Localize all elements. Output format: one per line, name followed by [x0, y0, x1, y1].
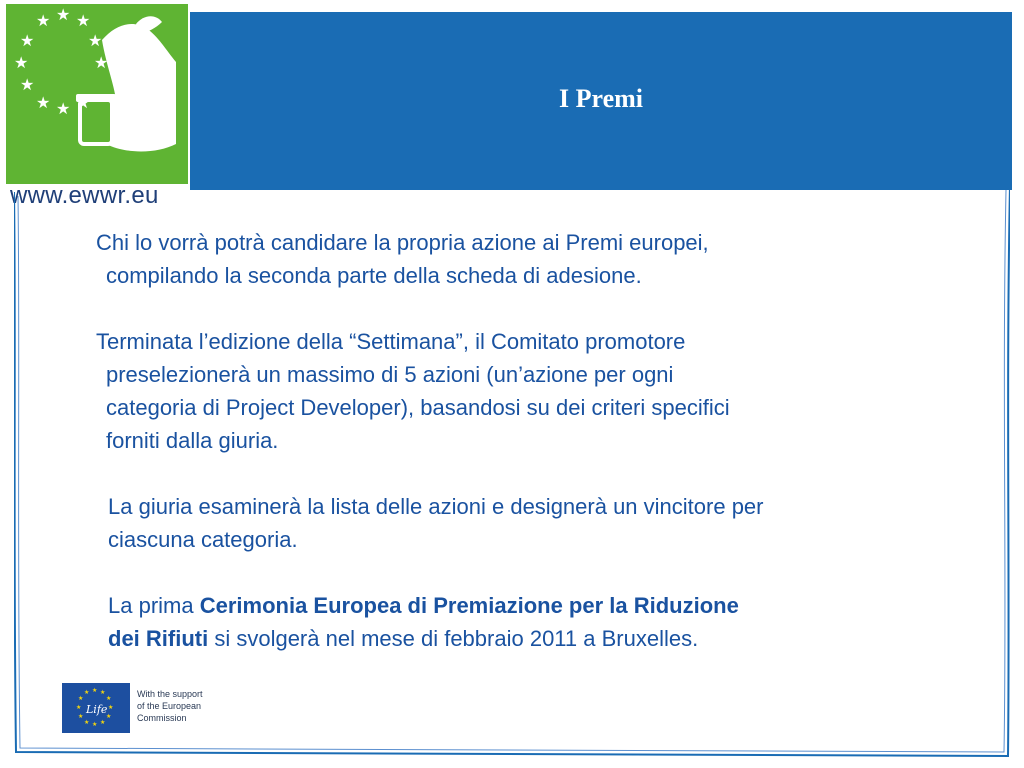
p2-line1: Terminata l’edizione della “Settimana”, il Comitato promotore [96, 329, 686, 354]
svg-text:★: ★ [20, 31, 35, 50]
paragraph-2 [96, 325, 976, 457]
svg-text:★: ★ [92, 687, 98, 694]
svg-text:★: ★ [76, 93, 91, 112]
p1-line2: compilando la seconda parte della scheda di adesione. [106, 263, 642, 288]
svg-text:★: ★ [84, 689, 90, 696]
svg-text:★: ★ [88, 31, 103, 50]
support-line2: of the European [137, 701, 202, 711]
svg-text:★: ★ [106, 713, 112, 720]
paragraph-4 [96, 589, 976, 655]
svg-text:★: ★ [76, 704, 82, 711]
p4-bold-2: dei Rifiuti [108, 626, 209, 651]
svg-text:★: ★ [78, 695, 84, 702]
eu-life-logo [62, 683, 130, 733]
paragraph-3 [96, 490, 976, 556]
svg-text:★: ★ [94, 53, 109, 72]
support-text [137, 688, 227, 724]
svg-text:★: ★ [84, 719, 90, 726]
p4-suffix: si svolgerà nel mese di febbraio 2011 a Bruxelles. [208, 626, 699, 651]
main-content [96, 226, 976, 688]
svg-text:★: ★ [56, 99, 71, 118]
website-url: www.ewwr.eu [10, 182, 159, 209]
svg-text:★: ★ [100, 689, 106, 696]
p3-line1: La giuria esaminerà la lista delle azioni e designerà un vincitore per [108, 494, 764, 519]
svg-text:★: ★ [20, 75, 35, 94]
paragraph-1 [96, 226, 976, 292]
svg-text:★: ★ [108, 704, 114, 711]
p2-line4: forniti dalla giuria. [106, 428, 279, 453]
p4-prefix: La prima [108, 593, 200, 618]
svg-text:★: ★ [56, 5, 71, 24]
svg-text:★: ★ [106, 695, 112, 702]
ewwr-logo [6, 4, 188, 184]
p3-line2: ciascuna categoria. [108, 527, 298, 552]
svg-text:★: ★ [92, 721, 98, 728]
svg-text:★: ★ [76, 11, 91, 30]
support-line3: Commission [137, 713, 187, 723]
support-line1: With the support [137, 689, 203, 699]
page-title: I Premi [559, 84, 643, 113]
svg-text:★: ★ [100, 719, 106, 726]
p2-line2: preselezionerà un massimo di 5 azioni (un’azione per ogni [106, 362, 674, 387]
p2-line3: categoria di Project Developer), basandosi su dei criteri specifici [106, 395, 730, 420]
svg-text:★: ★ [78, 713, 84, 720]
svg-text:★: ★ [36, 11, 51, 30]
svg-text:★: ★ [36, 93, 51, 112]
p1-line1: Chi lo vorrà potrà candidare la propria azione ai Premi europei, [96, 230, 709, 255]
life-label: Life [86, 703, 108, 716]
svg-text:★: ★ [14, 53, 29, 72]
p4-bold-1: Cerimonia Europea di Premiazione per la Riduzione [199, 593, 739, 618]
